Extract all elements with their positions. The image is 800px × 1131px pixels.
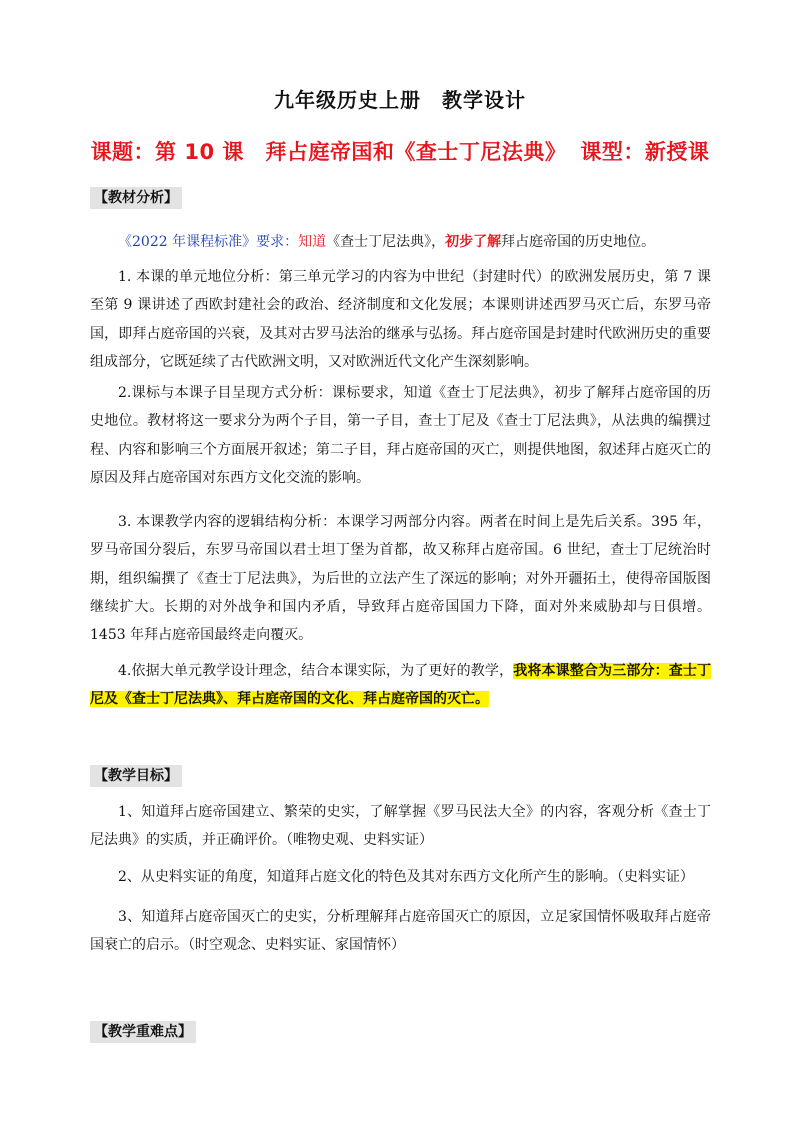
standard-text-2: 拜占庭帝国的历史地位。: [501, 234, 656, 250]
section-heading-goals: 【教学目标】: [90, 765, 182, 787]
lesson-subtitle: [0, 136, 800, 166]
lesson-topic: 课题：第 10 课 拜占庭帝国和《查士丁尼法典》: [90, 140, 567, 164]
analysis-paragraph-4: [90, 657, 711, 714]
section-heading-analysis: 【教材分析】: [90, 187, 182, 209]
section-heading-keypoints: 【教学重难点】: [90, 1021, 196, 1043]
standard-keyword-know: 知道: [298, 234, 327, 250]
standard-keyword-understand: 初步了解: [445, 234, 502, 250]
analysis-paragraph-3: 3. 本课教学内容的逻辑结构分析：本课学习两部分内容。两者在时间上是先后关系。395 年，罗马帝国分裂后，东罗马帝国以君士坦丁堡为首都，故又称拜占庭帝国。6 世纪，查士丁尼统治时期，组织编撰了《查士丁尼法典》，为后世的立法产生了深远的影响；对外开疆拓土，使得帝国版图继续扩大。长期的对外战争和国内矛盾，导致拜占庭帝国国力下降，面对外来威胁却与日俱增。1453 年拜占庭帝国最终走向覆灭。: [90, 514, 711, 644]
paragraph-4-highlight: 我将本课整合为三部分：查士丁尼及《查士丁尼法典》、拜占庭帝国的文化、拜占庭帝国的灭亡。: [90, 663, 712, 708]
curriculum-standard: [90, 228, 711, 256]
paragraph-4-text: 4.依据大单元教学设计理念，结合本课实际，为了更好的教学，: [118, 663, 514, 679]
goal-item-2: 2、从史料实证的角度，知道拜占庭文化的特色及其对东西方文化所产生的影响。（史料实证）: [118, 869, 694, 885]
goal-item-3: 3、知道拜占庭帝国灭亡的史实，分析理解拜占庭帝国灭亡的原因，立足家国情怀吸取拜占庭帝国衰亡的启示。（时空观念、史料实证、家国情怀）: [90, 909, 711, 954]
document-title: 九年级历史上册 教学设计: [274, 88, 526, 112]
analysis-paragraph-1: 1. 本课的单元地位分析：第三单元学习的内容为中世纪（封建时代）的欧洲发展历史，第 7 课至第 9 课讲述了西欧封建社会的政治、经济制度和文化发展；本课则讲述西罗马灭亡后，东罗马帝国，即拜占庭帝国的兴衰，及其对古罗马法治的继承与弘扬。拜占庭帝国是封建时代欧洲历史的重要组成部分，它既延续了古代欧洲文明，又对欧洲近代文化产生深刻影响。: [90, 269, 711, 370]
standard-label: 《2022 年课程标准》要求：: [118, 234, 299, 250]
analysis-paragraph-2: 2.课标与本课子目呈现方式分析：课标要求，知道《查士丁尼法典》，初步了解拜占庭帝国的历史地位。教材将这一要求分为两个子目，第一子目，查士丁尼及《查士丁尼法典》，从法典的编撰过程、内容和影响三个方面展开叙述；第二子目，拜占庭帝国的灭亡，则提供地图，叙述拜占庭灭亡的原因及拜占庭帝国对东西方文化交流的影响。: [90, 385, 711, 486]
standard-text-1: 《查士丁尼法典》，: [326, 234, 446, 250]
lesson-type: 课型：新授课: [580, 140, 710, 164]
goal-item-1: 1、知道拜占庭帝国建立、繁荣的史实，了解掌握《罗马民法大全》的内容，客观分析《查士丁尼法典》的实质，并正确评价。（唯物史观、史料实证）: [90, 804, 711, 849]
